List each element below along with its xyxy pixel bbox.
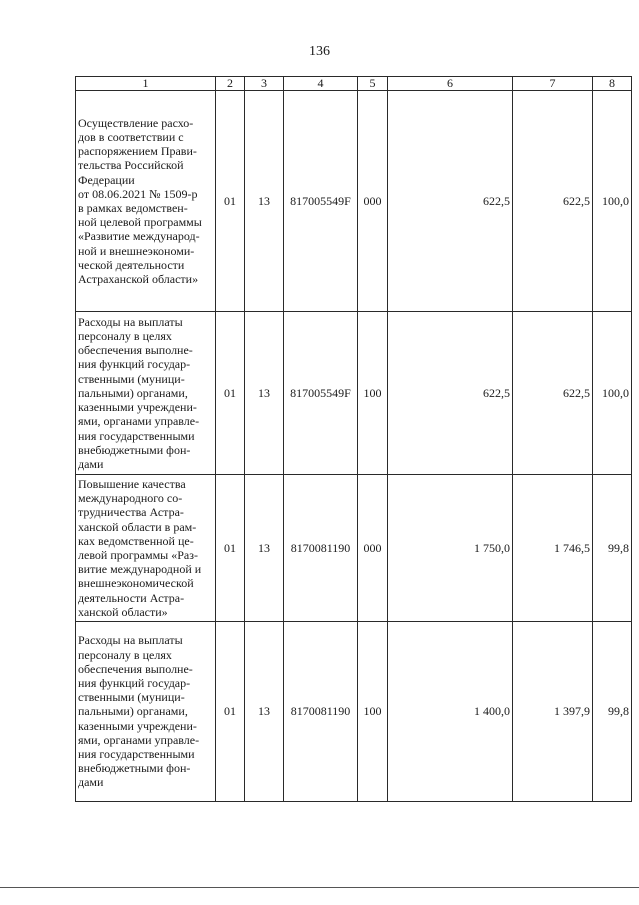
section-code: 01 xyxy=(216,622,245,802)
section-code: 01 xyxy=(216,475,245,622)
description-line: персоналу в целях xyxy=(78,329,172,344)
expense-type-code: 000 xyxy=(358,475,388,622)
header-row xyxy=(76,77,632,91)
description-line: ках ведомственной це- xyxy=(78,533,194,548)
target-article-code: 8170081190 xyxy=(284,475,358,622)
description-line: трудничества Астра- xyxy=(78,505,184,520)
description-line: казенными учреждени- xyxy=(78,400,197,415)
description-line: тельства Российской xyxy=(78,158,184,173)
subsection-code: 13 xyxy=(245,91,284,312)
planned-amount: 622,5 xyxy=(388,91,513,312)
description-line: ния функций государ- xyxy=(78,357,191,372)
header-cell-5: 5 xyxy=(358,77,388,91)
description-line: левой программы «Раз- xyxy=(78,548,198,562)
description-line: «Развитие международ- xyxy=(78,229,200,244)
description-line: дами xyxy=(78,456,104,471)
description-line: обеспечения выполне- xyxy=(78,661,193,676)
description-line: Повышение качества xyxy=(78,476,186,491)
budget-table xyxy=(75,76,632,802)
description-line: в рамках ведомствен- xyxy=(78,201,188,215)
description-line: ния государственными xyxy=(78,747,195,761)
description-line: ханской области» xyxy=(78,604,168,619)
subsection-code: 13 xyxy=(245,475,284,622)
header-cell-2: 2 xyxy=(216,77,245,91)
description-line: Федерации xyxy=(78,172,135,187)
expense-type-code: 100 xyxy=(358,622,388,802)
description-line: обеспечения выполне- xyxy=(78,343,193,358)
description-line: ной и внешнеэкономи- xyxy=(78,243,195,258)
description-line: Осуществление расхо- xyxy=(78,115,194,130)
description-line: ями, органами управле- xyxy=(78,414,200,429)
description-line: витие международной и xyxy=(78,562,202,577)
description-line: Расходы на выплаты xyxy=(78,633,183,648)
executed-amount: 622,5 xyxy=(513,312,593,475)
row-description xyxy=(76,91,216,312)
header-cell-3: 3 xyxy=(245,77,284,91)
page-number: 136 xyxy=(309,44,330,59)
header-cell-8: 8 xyxy=(593,77,632,91)
row-description xyxy=(76,475,216,622)
description-line: Расходы на выплаты xyxy=(78,314,183,329)
table-row xyxy=(76,475,632,622)
header-cell-4: 4 xyxy=(284,77,358,91)
table-row xyxy=(76,312,632,475)
section-code: 01 xyxy=(216,312,245,475)
planned-amount: 1 750,0 xyxy=(388,475,513,622)
description-line: дов в соответствии с xyxy=(78,129,184,144)
description-line: ной целевой программы xyxy=(78,215,202,230)
description-line: пальными) органами, xyxy=(78,704,188,719)
description-line: ния государственными xyxy=(78,428,195,443)
target-article-code: 817005549F xyxy=(284,91,358,312)
description-line: ческой деятельности xyxy=(78,257,185,272)
subsection-code: 13 xyxy=(245,312,284,475)
expense-type-code: 100 xyxy=(358,312,388,475)
header-cell-1: 1 xyxy=(76,77,216,91)
description-line: внешнеэкономической xyxy=(78,576,194,591)
row-description xyxy=(76,622,216,802)
page-bottom-rule xyxy=(0,887,639,888)
section-code: 01 xyxy=(216,91,245,312)
description-line: распоряжением Прави- xyxy=(78,144,197,159)
table-row xyxy=(76,622,632,802)
execution-percent: 99,8 xyxy=(593,622,632,802)
description-line: международного со- xyxy=(78,491,183,506)
description-line: от 08.06.2021 № 1509-р xyxy=(78,186,198,201)
planned-amount: 622,5 xyxy=(388,312,513,475)
description-line: дами xyxy=(78,775,104,790)
description-line: персоналу в целях xyxy=(78,647,172,662)
description-line: казенными учреждени- xyxy=(78,718,197,733)
description-line: ственными (муници- xyxy=(78,690,185,705)
description-line: внебюджетными фон- xyxy=(78,442,191,457)
description-line: ями, органами управле- xyxy=(78,732,200,747)
execution-percent: 100,0 xyxy=(593,91,632,312)
executed-amount: 622,5 xyxy=(513,91,593,312)
header-cell-6: 6 xyxy=(388,77,513,91)
target-article-code: 8170081190 xyxy=(284,622,358,802)
description-line: Астраханской области» xyxy=(78,272,199,287)
description-line: ственными (муници- xyxy=(78,371,185,386)
subsection-code: 13 xyxy=(245,622,284,802)
description-line: ния функций государ- xyxy=(78,675,191,690)
table-row xyxy=(76,91,632,312)
row-description xyxy=(76,312,216,475)
execution-percent: 99,8 xyxy=(593,475,632,622)
execution-percent: 100,0 xyxy=(593,312,632,475)
executed-amount: 1 746,5 xyxy=(513,475,593,622)
planned-amount: 1 400,0 xyxy=(388,622,513,802)
header-cell-7: 7 xyxy=(513,77,593,91)
description-line: деятельности Астра- xyxy=(78,590,185,605)
description-line: ханской области в рам- xyxy=(78,519,197,534)
target-article-code: 817005549F xyxy=(284,312,358,475)
executed-amount: 1 397,9 xyxy=(513,622,593,802)
expense-type-code: 000 xyxy=(358,91,388,312)
description-line: внебюджетными фон- xyxy=(78,761,191,776)
description-line: пальными) органами, xyxy=(78,385,188,400)
